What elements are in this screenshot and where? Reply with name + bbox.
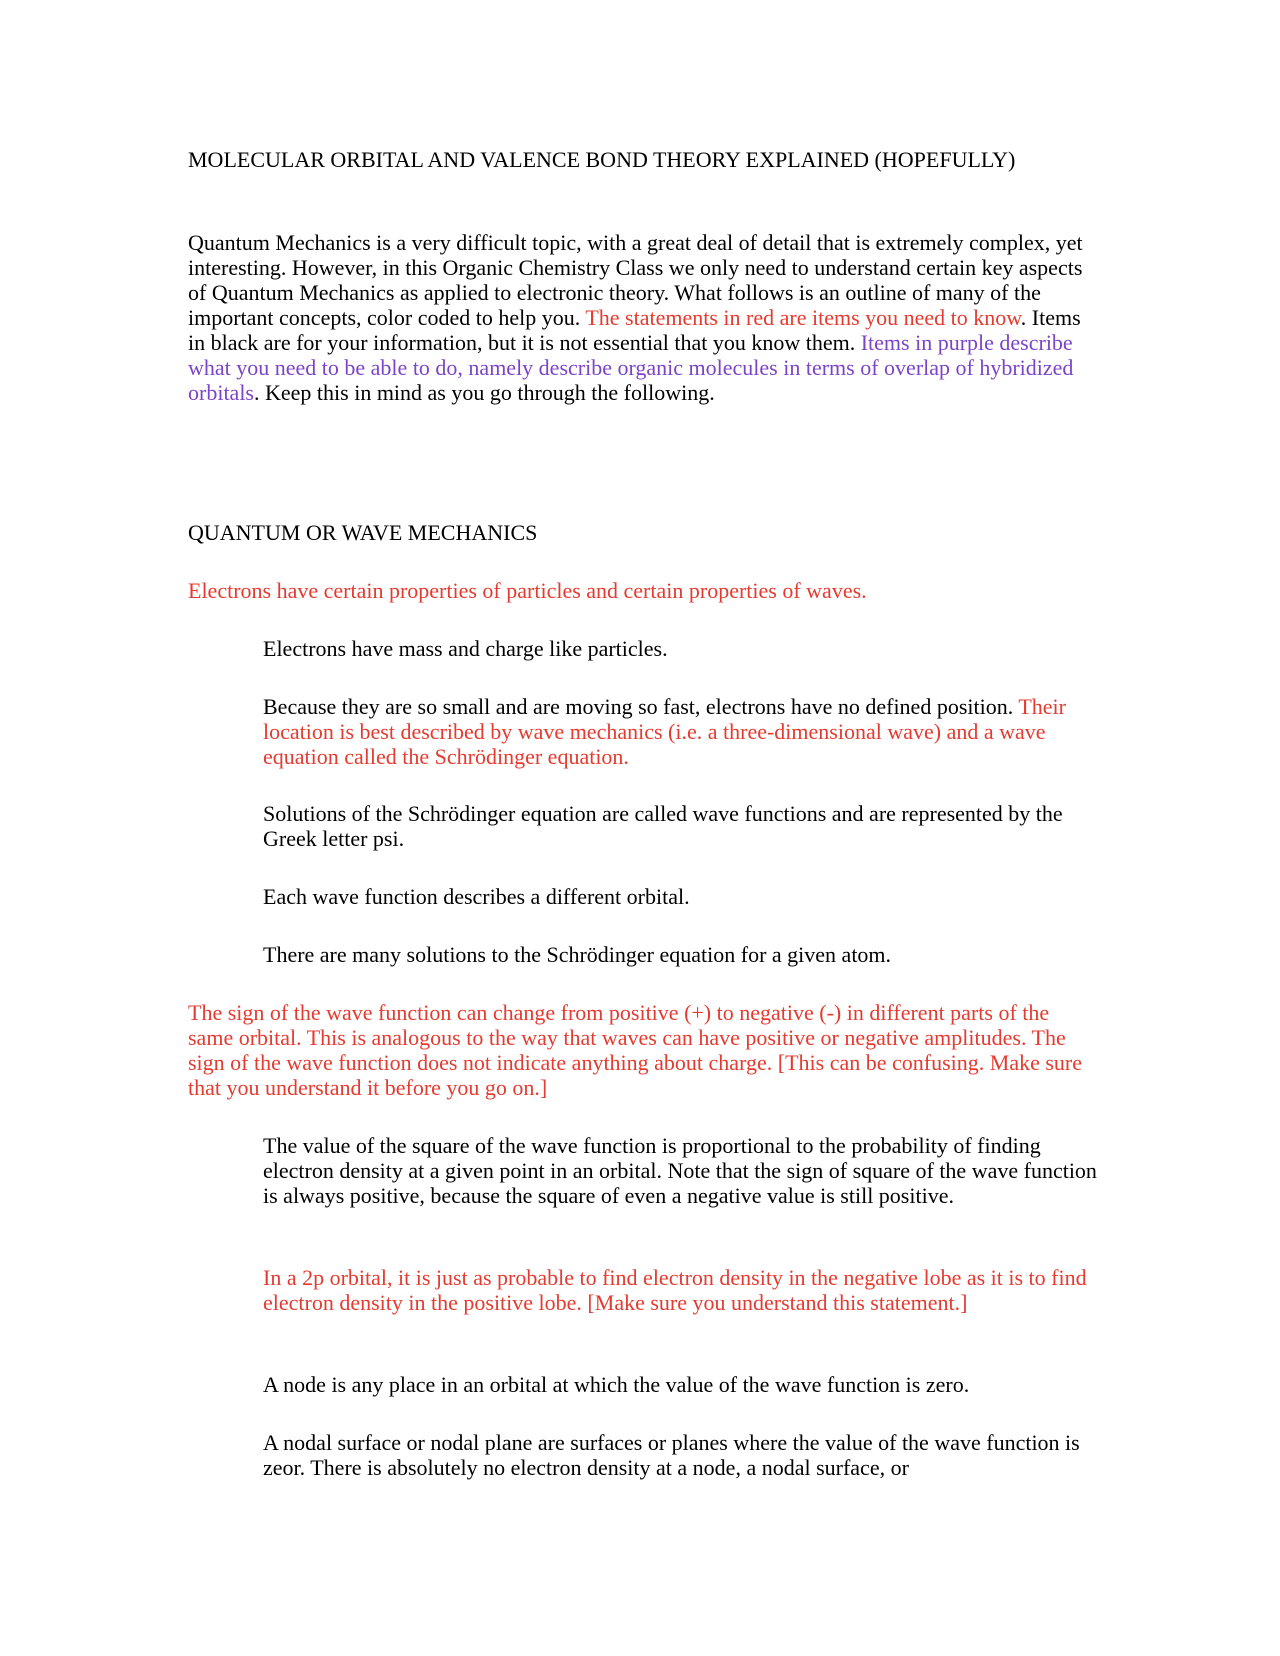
item-wave-functions: Solutions of the Schrödinger equation are called wave functions and are represented by the Greek letter psi. bbox=[263, 801, 1063, 851]
intro-text-1: Quantum Mechanics is a very difficult topic, with a great deal of detail that is extremely complex, yet interesting. However, in this Organic Chemistry Class we only need to understand certain key aspects of Quantum Mechanics as applied to electronic theory. What follows is an outline of many of the important concepts, color coded to help you. bbox=[188, 230, 1083, 330]
item-orbital: Each wave function describes a different orbital. bbox=[263, 884, 690, 909]
item-2p-orbital: In a 2p orbital, it is just as probable to find electron density in the negative lobe as it is to find electron density in the positive lobe. [Make sure you understand this statement.] bbox=[263, 1265, 1087, 1315]
item-position bbox=[263, 694, 1098, 769]
intro-paragraph bbox=[188, 230, 1098, 405]
intro-text-2: . Items in black are for your information, but it is not essential that you know them. bbox=[188, 305, 1081, 355]
item-nodal-surface: A nodal surface or nodal plane are surfaces or planes where the value of the wave function is zeor. There is absolutely no electron density at a node, a nodal surface, or bbox=[263, 1430, 1080, 1480]
key-point-particles-waves: Electrons have certain properties of particles and certain properties of waves. bbox=[188, 578, 867, 603]
intro-text-purple: Items in purple describe what you need to be able to do, namely describe organic molecules in terms of overlap of hybridized orbitals bbox=[188, 330, 1074, 405]
item-mass-charge: Electrons have mass and charge like particles. bbox=[263, 636, 668, 661]
key-point-sign: The sign of the wave function can change from positive (+) to negative (-) in different parts of the same orbital. This is analogous to the way that waves can have positive or negative amplitudes. The sign of the wave function does not indicate anything about charge. [This can be confusing. Make sure that you understand it before you go on.] bbox=[188, 1000, 1083, 1100]
intro-text-red: The statements in red are items you need to know bbox=[585, 305, 1021, 330]
item-many-solutions: There are many solutions to the Schrödinger equation for a given atom. bbox=[263, 942, 892, 967]
item-position-red-text: Their location is best described by wave mechanics (i.e. a three-dimensional wave) and a wave equation called the Schrödinger equation. bbox=[263, 694, 1066, 769]
item-square-wave-function: The value of the square of the wave function is proportional to the probability of finding electron density at a given point in an orbital. Note that the sign of square of the wave function is always positive, because the square of even a negative value is still positive. bbox=[263, 1133, 1097, 1208]
document-title: MOLECULAR ORBITAL AND VALENCE BOND THEORY EXPLAINED (HOPEFULLY) bbox=[188, 147, 1016, 172]
intro-text-3: . Keep this in mind as you go through the following. bbox=[254, 380, 715, 405]
item-position-text: Because they are so small and are moving so fast, electrons have no defined position. bbox=[263, 694, 1019, 719]
section-heading: QUANTUM OR WAVE MECHANICS bbox=[188, 520, 538, 545]
item-node: A node is any place in an orbital at which the value of the wave function is zero. bbox=[263, 1372, 970, 1397]
